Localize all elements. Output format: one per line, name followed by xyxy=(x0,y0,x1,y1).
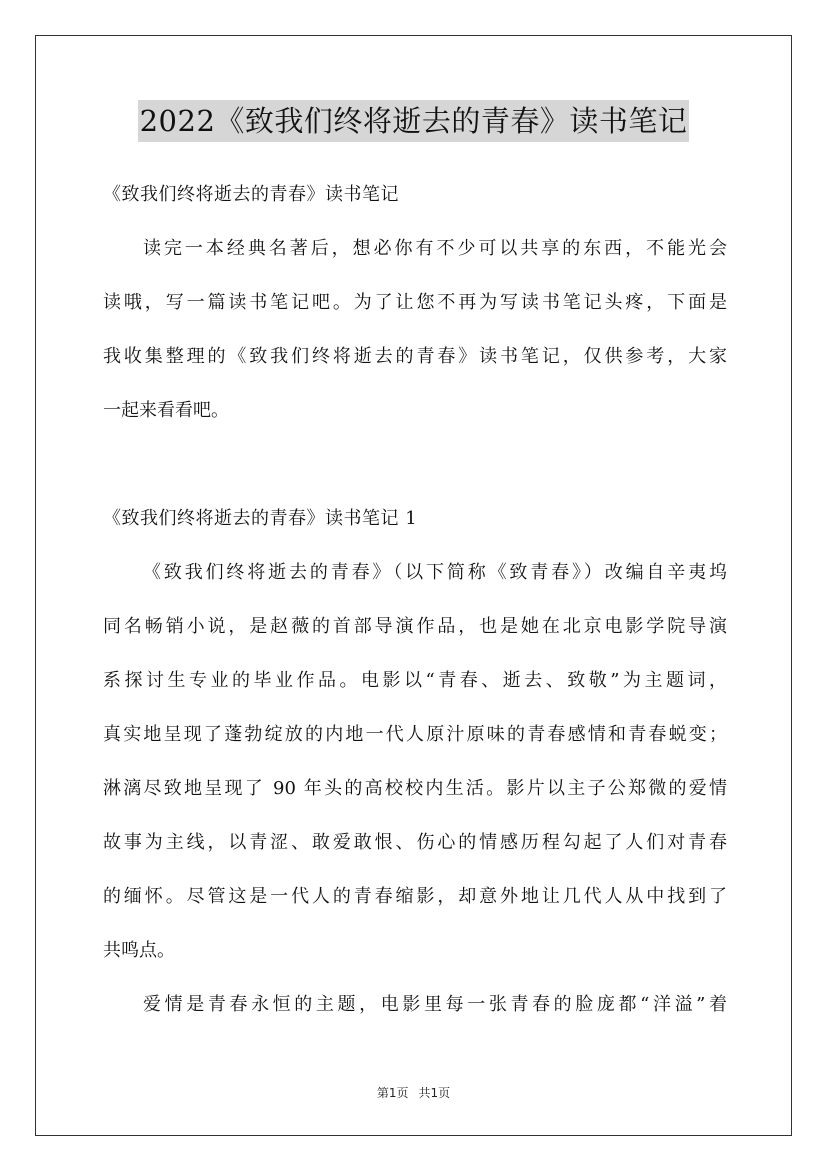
section-line: 系探讨生专业的毕业作品。电影以“青春、逝去、致敬”为主题词， xyxy=(103,670,727,691)
section-line: 同名畅销小说，是赵薇的首部导演作品，也是她在北京电影学院导演 xyxy=(103,616,727,637)
page-footer xyxy=(0,1084,827,1101)
paragraph-gap xyxy=(103,438,727,492)
section-line: 的缅怀。尽管这是一代人的青春缩影，却意外地让几代人从中找到了 xyxy=(103,886,727,907)
section-line: 故事为主线，以青涩、敢爱敢恨、伤心的情感历程勾起了人们对青春 xyxy=(103,832,727,853)
intro-line: 读哦，写一篇读书笔记吧。为了让您不再为写读书笔记头疼，下面是 xyxy=(103,292,727,313)
document-subtitle: 《致我们终将逝去的青春》读书笔记 xyxy=(103,184,399,205)
document-title: 2022《致我们终将逝去的青春》读书笔记 xyxy=(138,100,690,142)
page-number: 第1页 xyxy=(376,1086,409,1100)
title-wrap xyxy=(0,100,827,142)
section-line: 共鸣点。 xyxy=(103,940,175,961)
document-body xyxy=(103,168,727,1032)
intro-line: 一起来看看吧。 xyxy=(103,400,229,421)
section-heading: 《致我们终将逝去的青春》读书笔记 1 xyxy=(103,508,418,529)
intro-line: 我收集整理的《致我们终将逝去的青春》读书笔记，仅供参考，大家 xyxy=(103,346,727,367)
paragraph-line: 爱情是青春永恒的主题，电影里每一张青春的脸庞都“洋溢”着 xyxy=(143,994,727,1015)
section-line: 真实地呈现了蓬勃绽放的内地一代人原汁原味的青春感情和青春蜕变； xyxy=(103,724,727,745)
section-line: 淋漓尽致地呈现了 90 年头的高校校内生活。影片以主子公郑微的爱情 xyxy=(103,778,727,799)
section-line: 《致我们终将逝去的青春》（以下简称《致青春》）改编自辛夷坞 xyxy=(143,562,727,583)
intro-line: 读完一本经典名著后，想必你有不少可以共享的东西，不能光会 xyxy=(143,238,727,259)
page-total: 共1页 xyxy=(418,1086,451,1100)
